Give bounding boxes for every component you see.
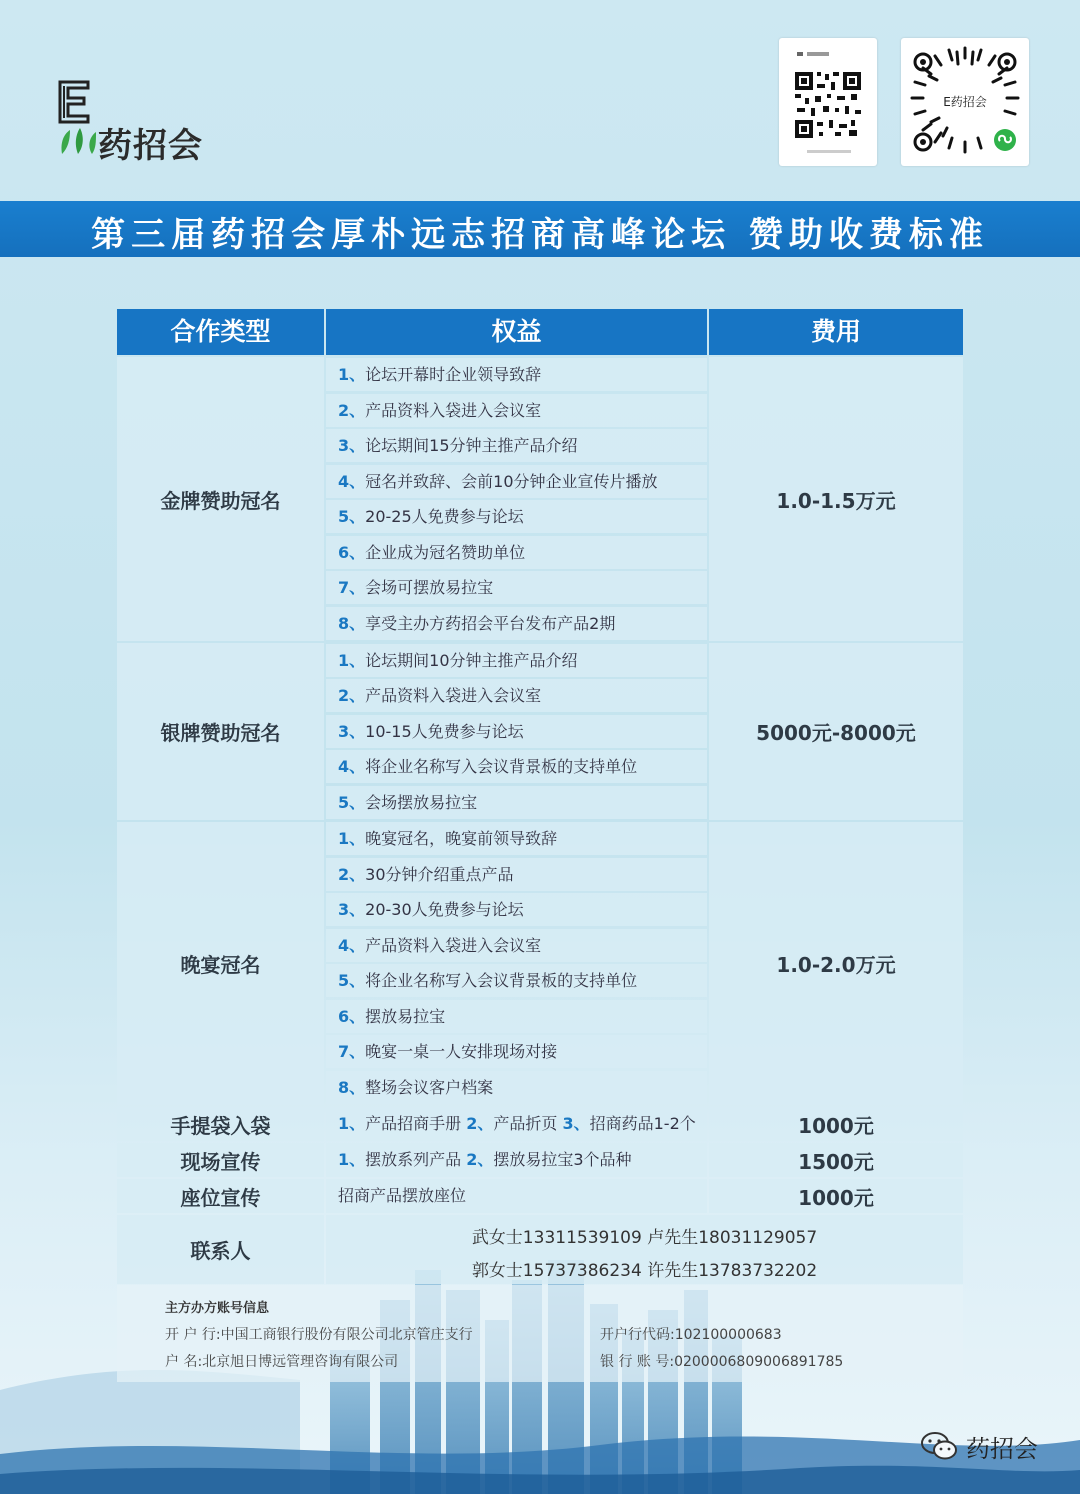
silver-type-cell [117,643,324,820]
dinner-benefit-row: 3、20-30人免费参与论坛 [326,893,707,926]
account-bank: 开 户 行:中国工商银行股份有限公司北京管庄支行 [165,1327,473,1343]
silver-fee-value: 5000元-8000元 [756,721,916,745]
dinner-benefit-row: 4、产品资料入袋进入会议室 [326,929,707,962]
brand-logo [58,80,228,166]
dinner-type-cell [117,822,324,1105]
gold-benefit-row: 3、论坛期间15分钟主推产品介绍 [326,429,707,462]
mini-program-code-icon [901,38,1029,166]
dinner-fee-cell [709,822,963,1105]
onsite-type-cell [117,1143,324,1177]
seat-type-cell [117,1179,324,1213]
gold-benefit-row: 4、冠名并致辞、会前10分钟企业宣传片播放 [326,465,707,498]
qr-code-mini-program [901,38,1029,166]
onsite-fee-cell [709,1143,963,1177]
account-info-title: 主方办方账号信息 [165,1301,270,1316]
dinner-type-label: 晚宴冠名 [180,953,261,977]
account-bank-code: 开户行代码:102100000683 [600,1327,782,1343]
gold-benefit-row: 7、会场可摆放易拉宝 [326,571,707,604]
silver-type-label: 银牌赞助冠名 [160,721,281,745]
seat-fee-cell [709,1179,963,1213]
wechat-watermark [920,1426,1038,1466]
gold-benefit-row: 6、企业成为冠名赞助单位 [326,536,707,569]
dinner-benefit-row: 5、将企业名称写入会议背景板的支持单位 [326,964,707,997]
silver-benefit-row: 4、将企业名称写入会议背景板的支持单位 [326,750,707,783]
logo-brand-text: 药招会 [98,126,203,166]
bag-type-label: 手提袋入袋 [170,1113,271,1138]
onsite-benefit-row: 1、摆放系列产品 2、摆放易拉宝3个品种 [326,1143,707,1177]
contact-line-1: 武女士13311539109 卢先生18031129057 [471,1228,818,1248]
dinner-benefit-row: 1、晚宴冠名，晚宴前领导致辞 [326,822,707,855]
silver-benefit-row: 5、会场摆放易拉宝 [326,786,707,819]
silver-benefit-row: 2、产品资料入袋进入会议室 [326,679,707,712]
wechat-account-name: 药招会 [966,1434,1038,1463]
contact-line-2: 郭女士15737386234 许先生13783732202 [471,1261,818,1281]
title-banner [0,201,1080,257]
table-header [117,309,963,355]
bag-type-cell [117,1107,324,1141]
onsite-fee-value: 1500元 [798,1149,874,1174]
qr-code-official-account [779,38,877,166]
gold-benefit-row: 1、论坛开幕时企业领导致辞 [326,358,707,391]
gold-benefit-row: 2、产品资料入袋进入会议室 [326,394,707,427]
logo-leaves-icon [58,126,98,156]
contact-type-cell [117,1215,324,1284]
qr-code-icon [779,38,877,166]
wechat-icon [920,1431,958,1461]
gold-benefit-row: 5、20-25人免费参与论坛 [326,500,707,533]
header-fee: 费用 [709,309,963,355]
dinner-benefit-row: 8、整场会议客户档案 [326,1071,707,1104]
header-benefits: 权益 [326,309,707,355]
onsite-type-label: 现场宣传 [180,1149,261,1174]
silver-benefit-row: 1、论坛期间10分钟主推产品介绍 [326,644,707,677]
silver-benefit-row: 3、10-15人免费参与论坛 [326,715,707,748]
dinner-benefit-row: 6、摆放易拉宝 [326,1000,707,1033]
organizer-account-info [117,1285,963,1382]
dinner-benefit-row: 2、30分钟介绍重点产品 [326,858,707,891]
gold-type-cell [117,357,324,641]
gold-type-label: 金牌赞助冠名 [160,488,281,513]
dinner-fee-value: 1.0-2.0万元 [776,953,896,977]
logo-e-icon [58,80,92,124]
bag-benefit-row: 1、产品招商手册 2、产品折页 3、招商药品1-2个 [326,1107,707,1141]
account-holder-name: 户 名:北京旭日博远管理咨询有限公司 [165,1354,399,1370]
seat-benefit-row: 招商产品摆放座位 [326,1179,707,1213]
gold-benefit-row: 8、享受主办方药招会平台发布产品2期 [326,607,707,640]
seat-fee-value: 1000元 [798,1185,874,1210]
gold-fee-value: 1.0-1.5万元 [776,488,896,513]
bag-fee-cell [709,1107,963,1141]
dinner-benefit-row: 7、晚宴一桌一人安排现场对接 [326,1035,707,1068]
contact-type-label: 联系人 [190,1239,251,1263]
svg-text:E药招会: E药招会 [943,95,987,109]
page-title: 第三届药招会厚朴远志招商高峰论坛 赞助收费标准 [91,215,989,255]
silver-fee-cell [709,643,963,820]
bag-fee-value: 1000元 [798,1113,874,1138]
account-number: 银 行 账 号:0200006809006891785 [600,1354,844,1370]
gold-fee-cell [709,357,963,641]
header-cooperation-type: 合作类型 [117,309,324,355]
seat-type-label: 座位宣传 [180,1185,261,1210]
